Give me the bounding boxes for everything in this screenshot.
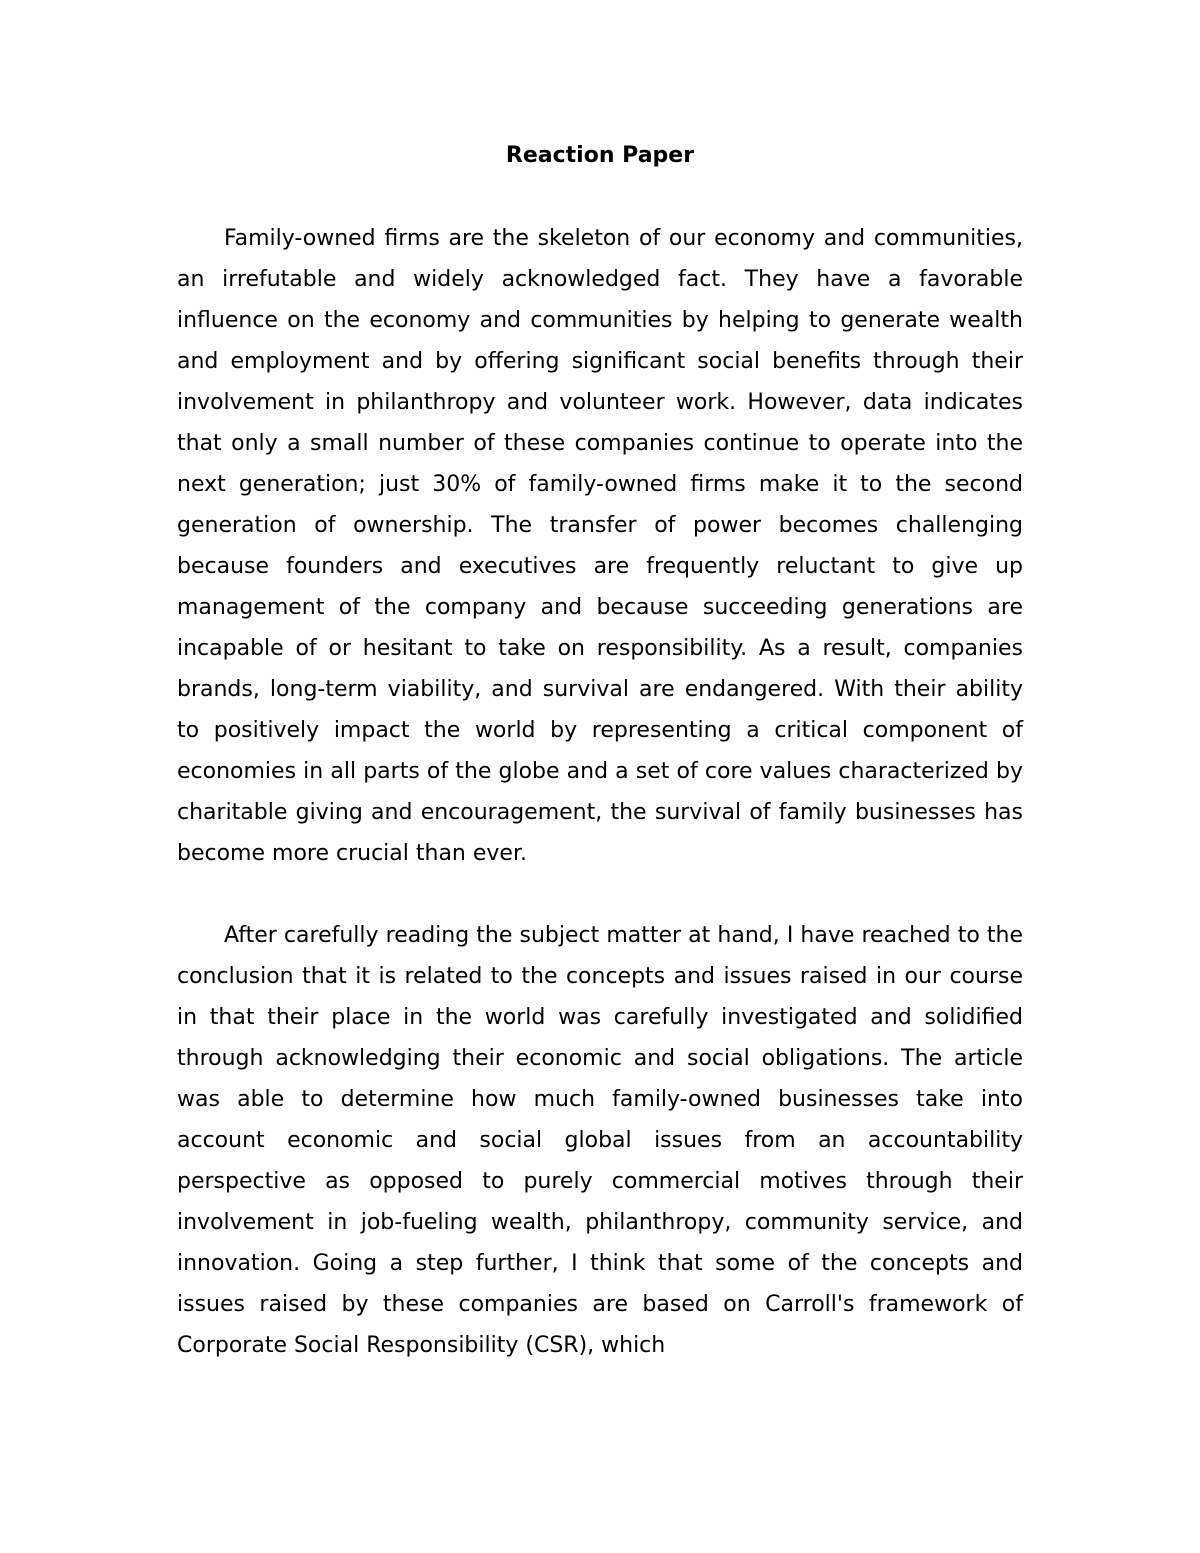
document-title: Reaction Paper — [505, 143, 695, 168]
paragraph-2: After carefully reading the subject matter at hand, I have reached to the conclusion that it is related to the concepts and issues raised in our course in that their place in the world was carefully investigated and solidified through acknowledging their economic and social obligations. The article was able to determine how much family-owned businesses take into account economic and social global issues from an accountability perspective as opposed to purely commercial motives through their involvement in job-fueling wealth, philanthropy, community service, and innovation. Going a step further, I think that some of the concepts and issues raised by these companies are based on Carroll's framework of Corporate Social Responsibility (CSR), which — [177, 923, 1023, 1358]
document-body — [177, 218, 1023, 1366]
paragraph-1: Family-owned firms are the skeleton of our economy and communities, an irrefutable and widely acknowledged fact. They have a favorable influence on the economy and communities by helping to generate wealth and employment and by offering significant social benefits through their involvement in philanthropy and volunteer work. However, data indicates that only a small number of these companies continue to operate into the next generation; just 30% of family-owned firms make it to the second generation of ownership. The transfer of power becomes challenging because founders and executives are frequently reluctant to give up management of the company and because succeeding generations are incapable of or hesitant to take on responsibility. As a result, companies brands, long-term viability, and survival are endangered. With their ability to positively impact the world by representing a critical component of economies in all parts of the globe and a set of core values characterized by charitable giving and encouragement, the survival of family businesses has become more crucial than ever. — [177, 226, 1023, 866]
